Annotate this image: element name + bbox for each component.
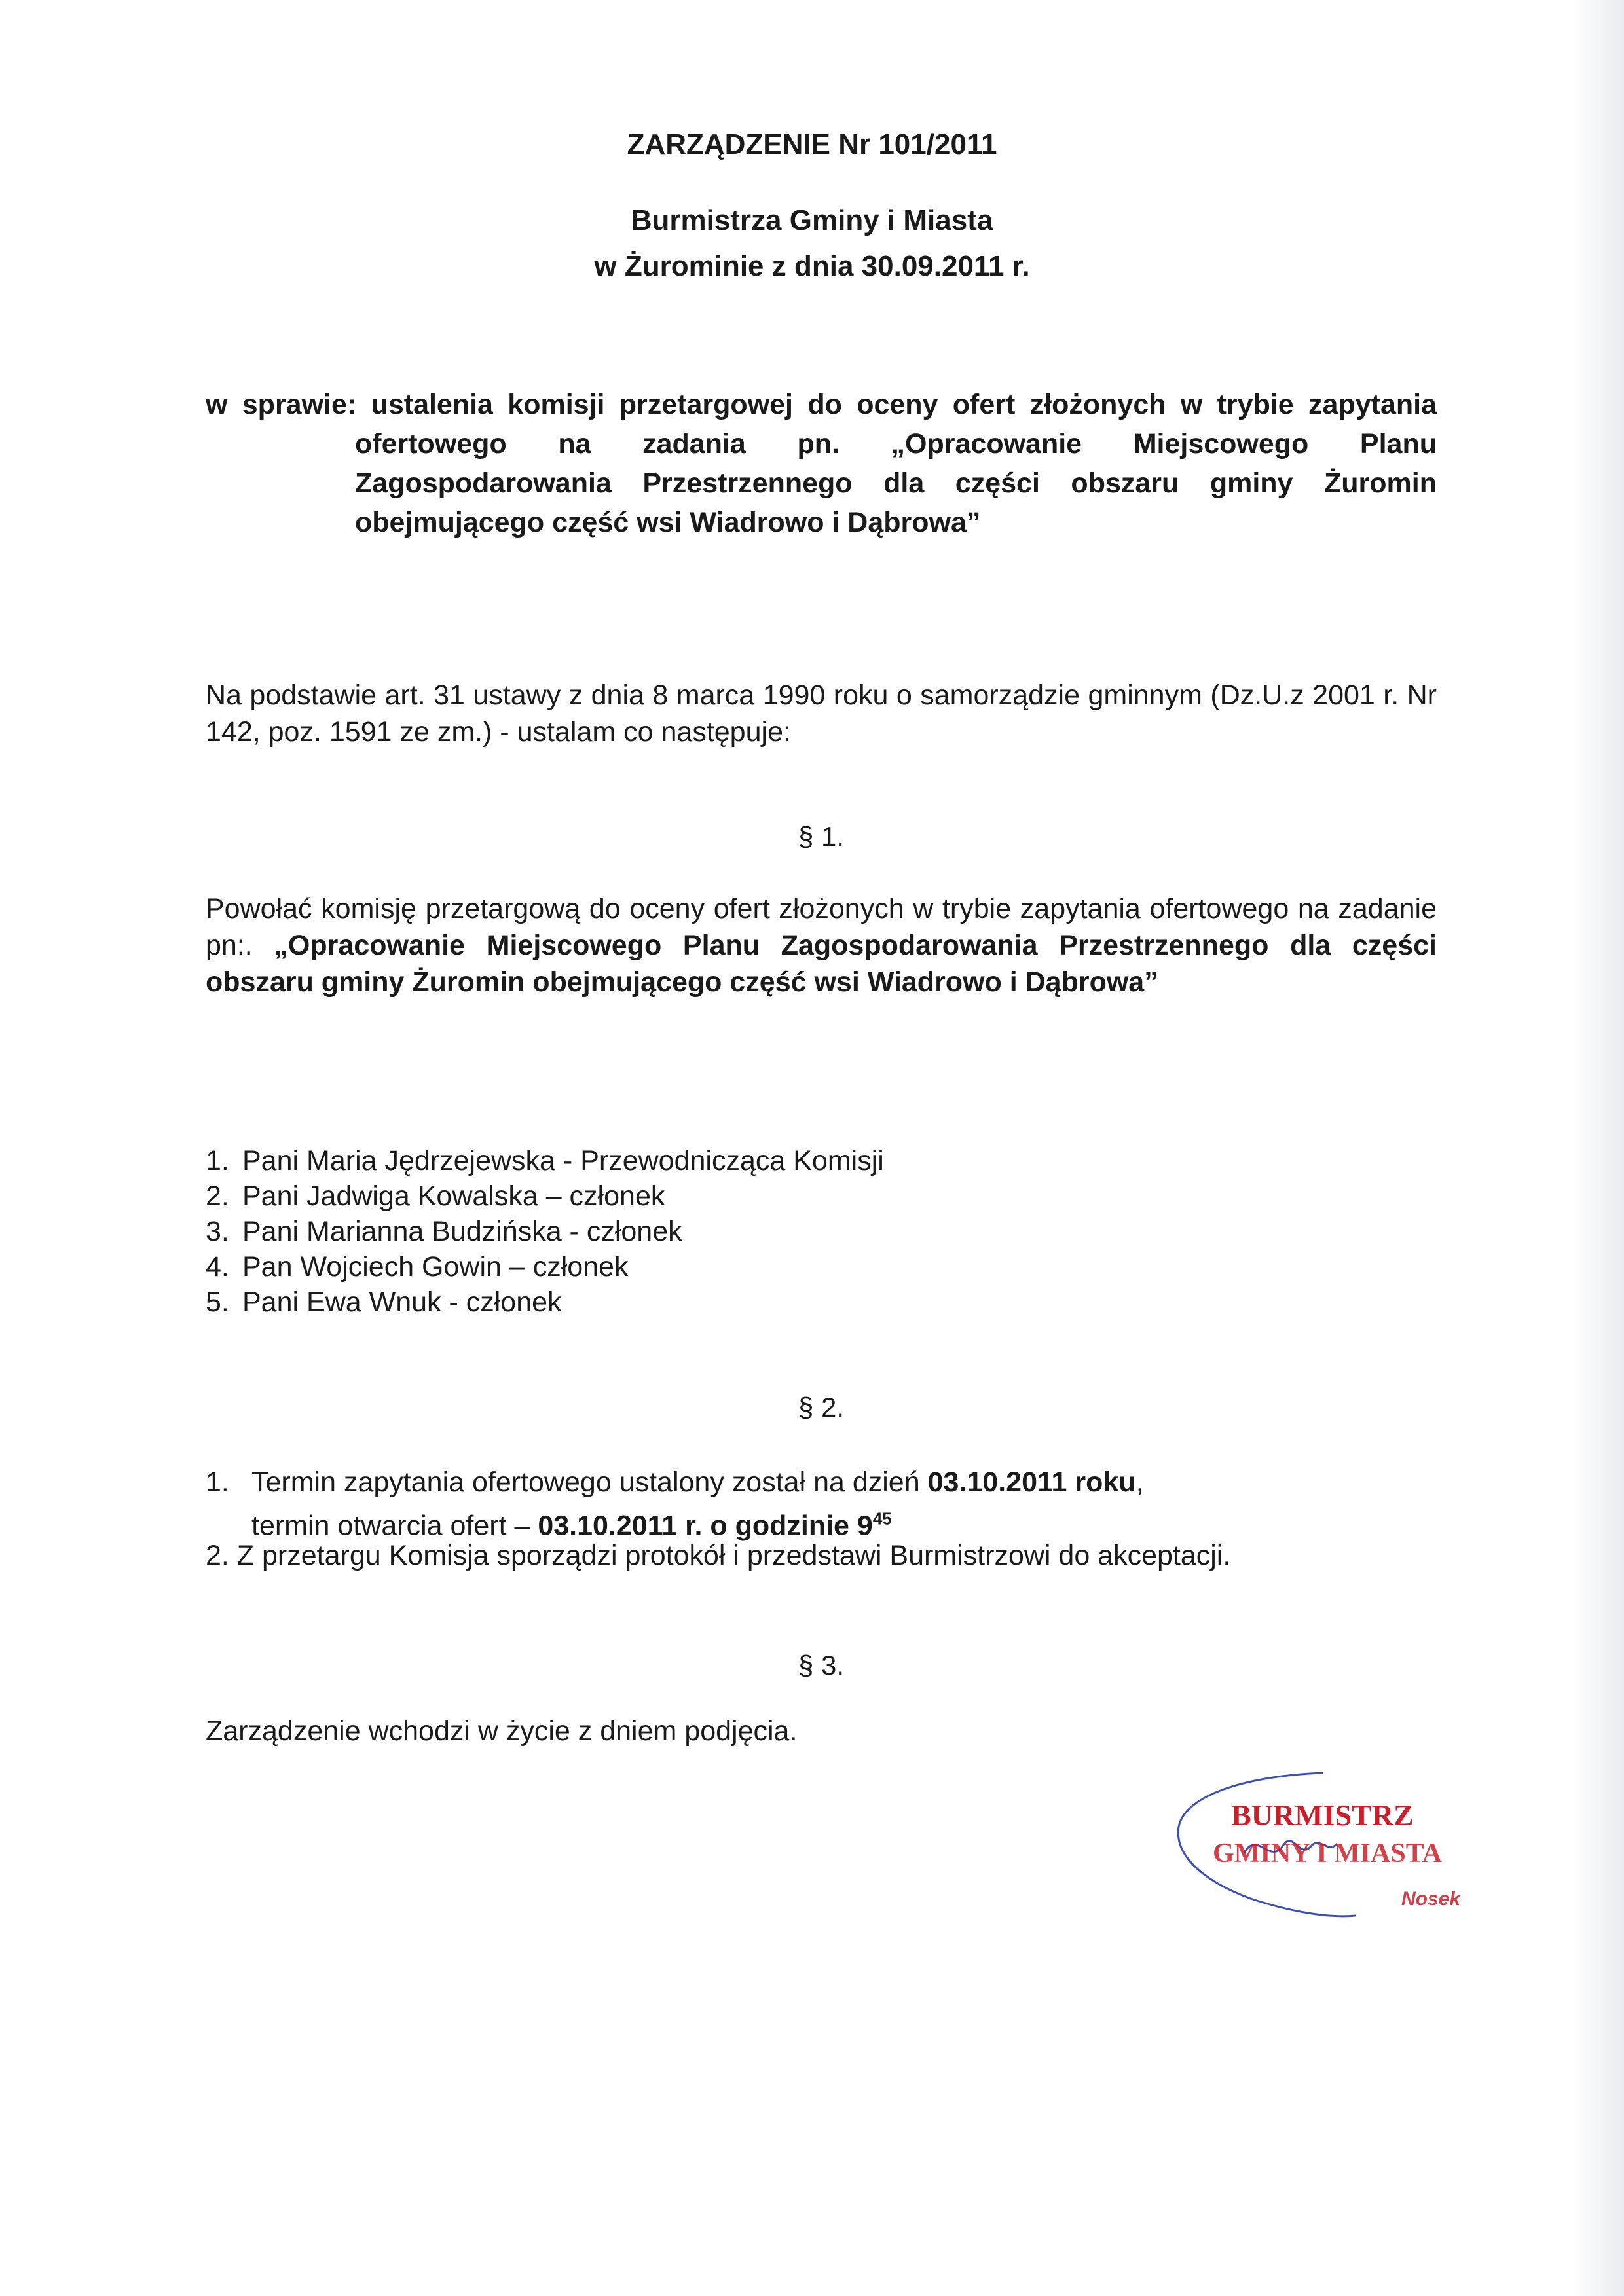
- section-2-heading: § 2.: [798, 1392, 845, 1423]
- section-2-item-2: 2. Z przetargu Komisja sporządzi protokół i przedstawi Burmistrzowi do akceptacji.: [206, 1540, 1231, 1571]
- list-item: 3. Pani Marianna Budzińska - członek: [206, 1216, 682, 1247]
- document-title: ZARZĄDZENIE Nr 101/2011: [627, 128, 997, 160]
- subject-paragraph: [206, 385, 1437, 542]
- opening-date-time: 03.10.2011 r. o godzinie 9: [538, 1510, 873, 1542]
- section-1-heading: § 1.: [798, 821, 845, 852]
- list-item: 5. Pani Ewa Wnuk - członek: [206, 1286, 562, 1318]
- list-item: 2. Pani Jadwiga Kowalska – członek: [206, 1180, 665, 1212]
- offer-deadline-date: 03.10.2011 roku: [927, 1467, 1136, 1498]
- section-3-heading: § 3.: [798, 1650, 845, 1681]
- member-name: Pani Ewa Wnuk - członek: [242, 1286, 562, 1318]
- signature-swoosh-icon: [1159, 1768, 1486, 1925]
- list-item: 1. Pani Maria Jędrzejewska - Przewodnicząca Komisji: [206, 1145, 884, 1176]
- section-2-item-1: 1. Termin zapytania ofertowego ustalony został na dzień 03.10.2011 roku, termin otwarcia ofert – 03.10.2011 r. o godzinie $9^{45}$: [206, 1467, 1144, 1542]
- issuer-line-1: Burmistrza Gminy i Miasta: [631, 204, 993, 236]
- list-item: 4. Pan Wojciech Gowin – członek: [206, 1251, 629, 1283]
- scan-shadow-edge: [1572, 0, 1624, 2296]
- stamp-line-3: Nosek: [1401, 1888, 1461, 1910]
- section-1-paragraph: [206, 890, 1437, 1000]
- issuer-line-2: w Żurominie z dnia 30.09.2011 r.: [594, 250, 1030, 282]
- commission-members-list: [206, 1143, 884, 1320]
- stamp-line-2: GMINY I MIASTA: [1213, 1838, 1443, 1868]
- member-name: Pani Jadwiga Kowalska – członek: [242, 1180, 665, 1212]
- member-name: Pan Wojciech Gowin – członek: [242, 1251, 629, 1283]
- legal-basis-paragraph: Na podstawie art. 31 ustawy z dnia 8 marca 1990 roku o samorządzie gminnym (Dz.U.z 2001 r. Nr 142, poz. 1591 ze zm.) - ustalam co następuje:: [206, 680, 1437, 748]
- member-name: Pani Marianna Budzińska - członek: [242, 1216, 682, 1247]
- section-1-task-name: „Opracowanie Miejscowego Planu Zagospodarowania Przestrzennego dla części obszaru gminy Żuromin obejmującego część wsi Wiadrowo i Dąbrowa”: [206, 930, 1437, 998]
- subject-label: w sprawie:: [206, 389, 357, 420]
- section-3-text: Zarządzenie wchodzi w życie z dniem podjęcia.: [206, 1715, 798, 1747]
- member-name: Pani Maria Jędrzejewska - Przewodnicząca Komisji: [242, 1145, 884, 1176]
- subject-text: ustalenia komisji przetargowej do oceny ofert złożonych w trybie zapytania ofertowego na zadania pn. „Opracowanie Miejscowego Planu Zagospodarowania Przestrzennego dla części obszaru gminy Żuromin obejmującego część wsi Wiadrowo i Dąbrowa”: [355, 389, 1437, 538]
- mayor-stamp-signature: [1159, 1768, 1486, 1925]
- stamp-line-1: BURMISTRZ: [1231, 1798, 1414, 1832]
- section-1-intro: Powołać komisję przetargową do oceny ofert złożonych w trybie zapytania ofertowego na zadanie pn:.: [206, 893, 1437, 961]
